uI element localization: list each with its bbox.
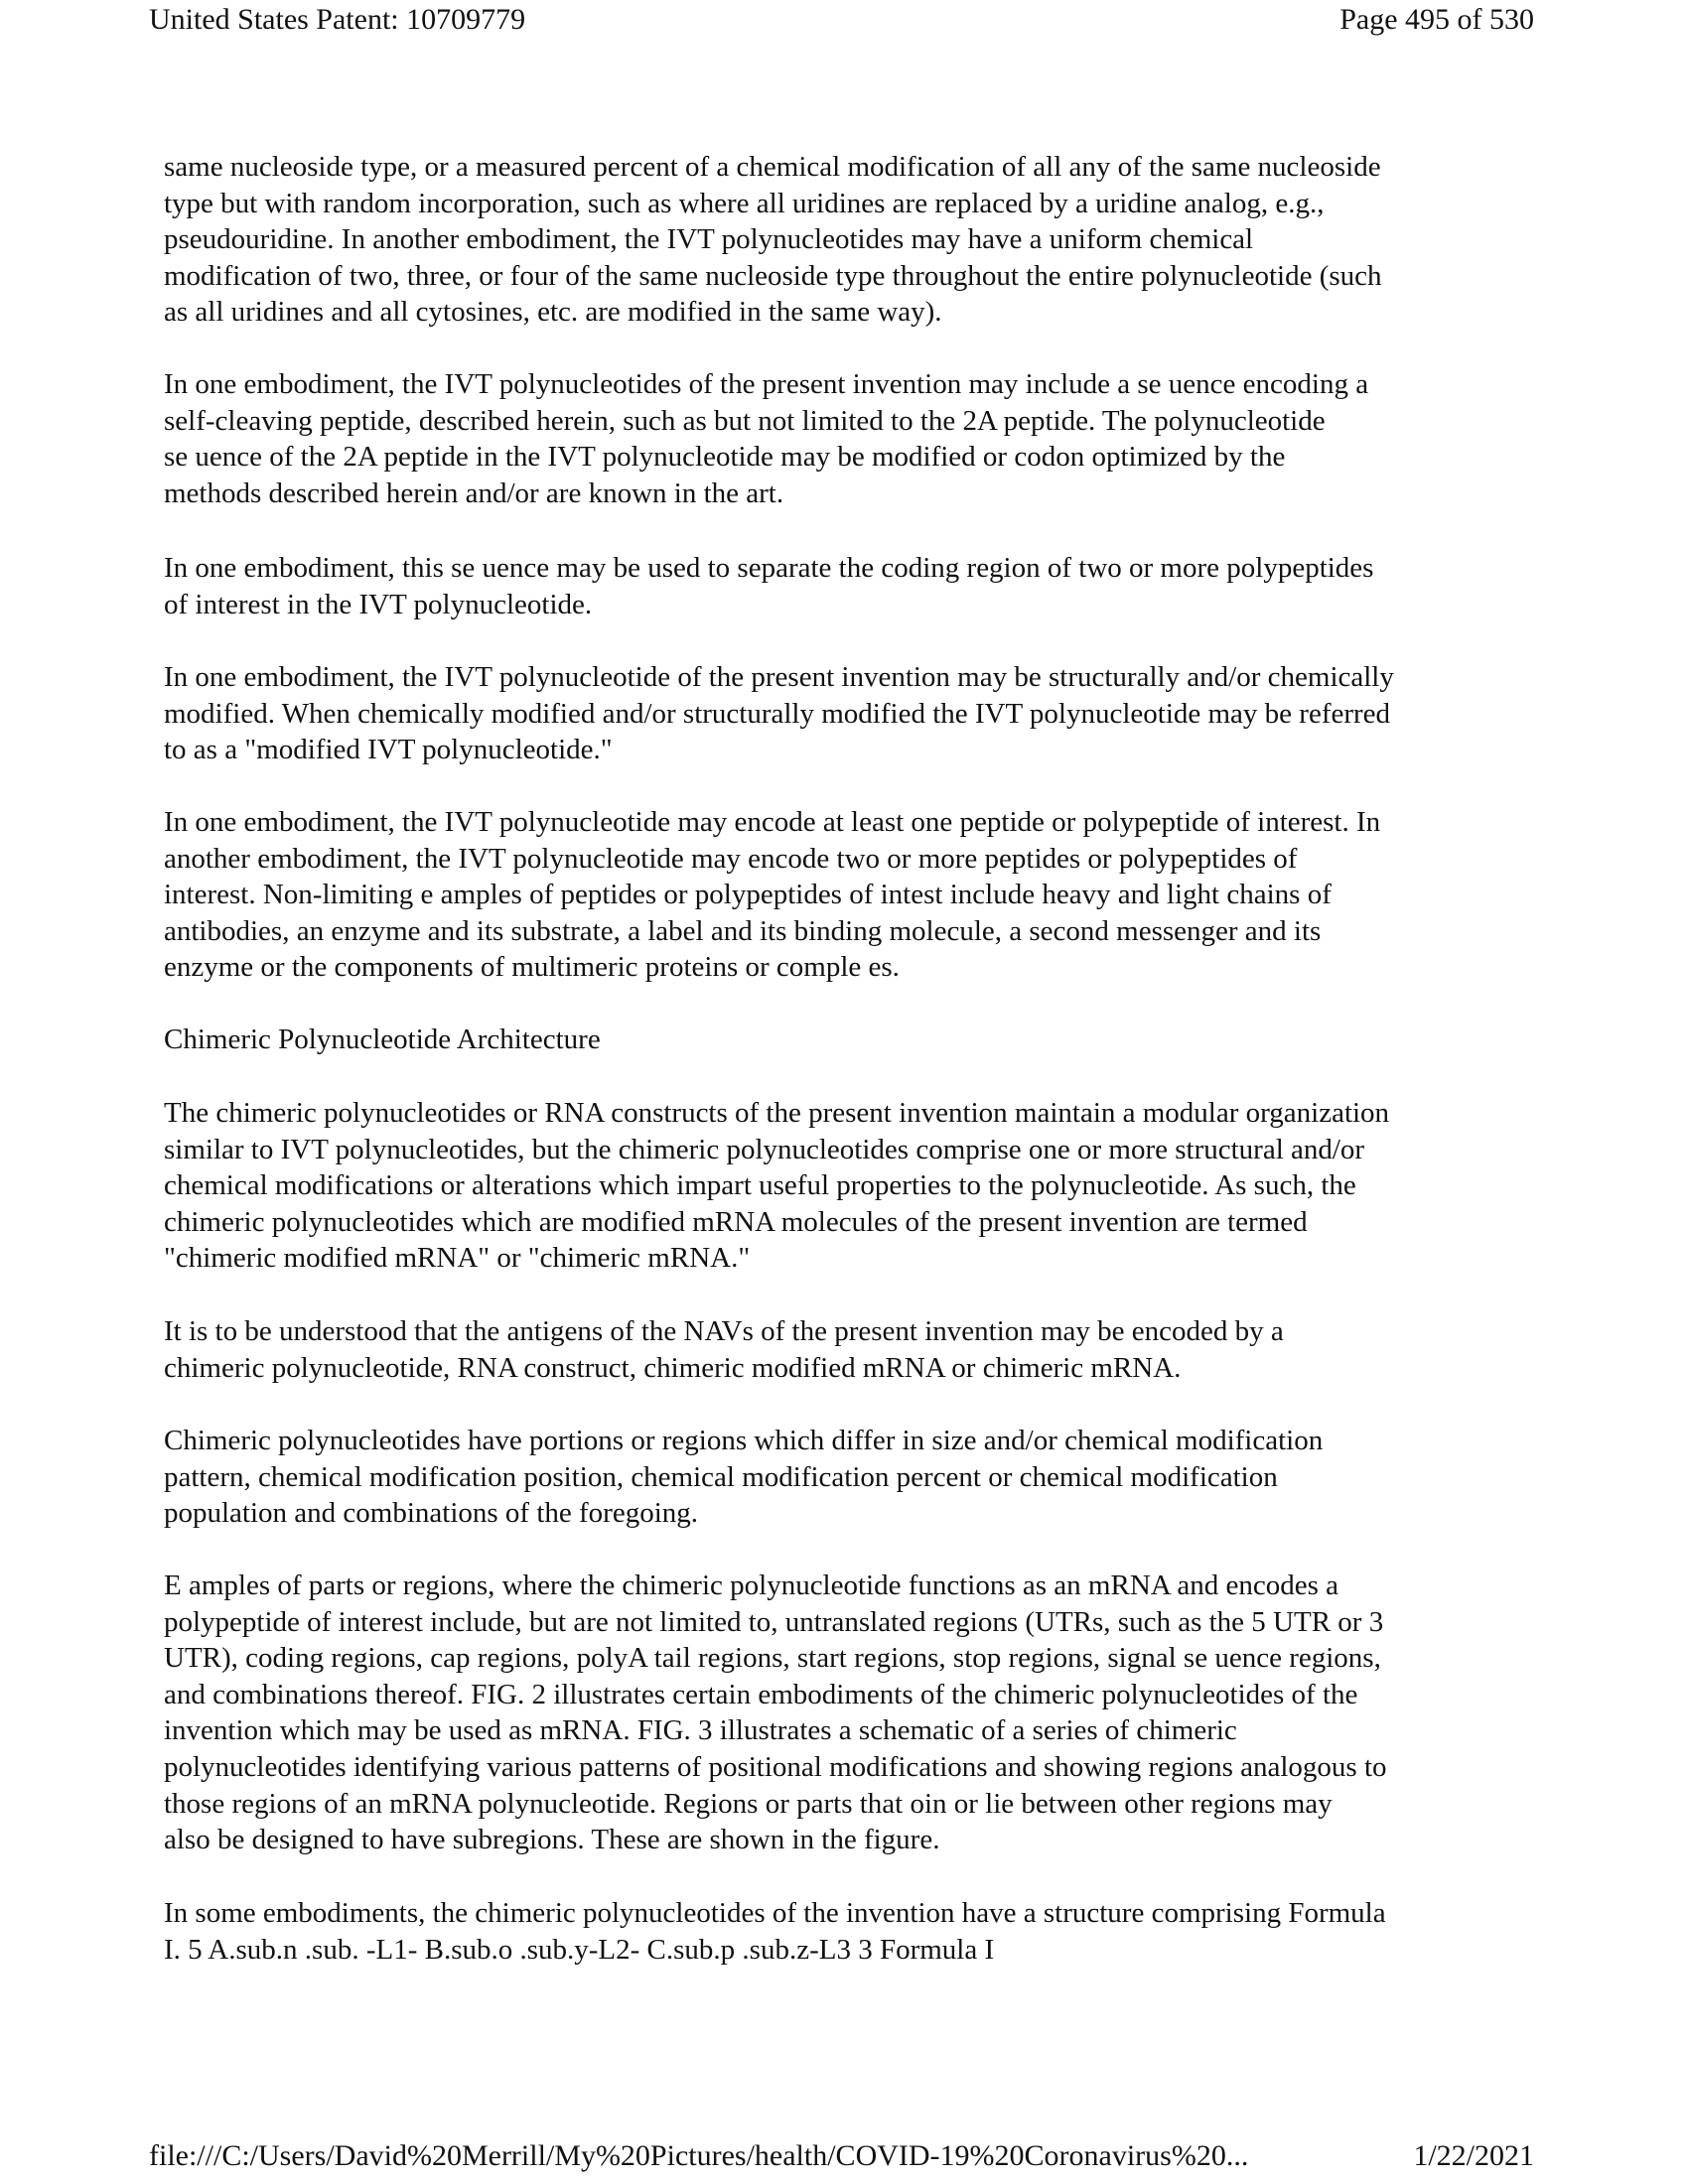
text-line: and combinations thereof. FIG. 2 illustrates certain embodiments of the chimeric polynucleotides of the (164, 1678, 1358, 1710)
header-title: United States Patent: 10709779 (149, 3, 526, 36)
text-line: chemical modifications or alterations which impart useful properties to the polynucleotide. As such, the (164, 1169, 1356, 1202)
paragraph (164, 1095, 1554, 1277)
text-line: population and combinations of the foregoing. (164, 1497, 699, 1530)
text-line: enzyme or the components of multimeric proteins or comple es. (164, 951, 900, 984)
text-line: as all uridines and all cytosines, etc. are modified in the same way). (164, 296, 942, 329)
paragraph (164, 659, 1554, 768)
text-line: same nucleoside type, or a measured percent of a chemical modification of all any of the same nucleoside (164, 151, 1381, 183)
text-line: E amples of parts or regions, where the chimeric polynucleotide functions as an mRNA and encodes a (164, 1570, 1339, 1601)
text-line: to as a "modified IVT polynucleotide." (164, 734, 613, 766)
text-line: polypeptide of interest include, but are not limited to, untranslated regions (UTRs, such as the 5 UTR or 3 (164, 1605, 1384, 1638)
text-line: pattern, chemical modification position, chemical modification percent or chemical modification (164, 1460, 1278, 1493)
paragraph (164, 1568, 1554, 1858)
text-line: antibodies, an enzyme and its substrate, a label and its binding molecule, a second messenger and its (164, 914, 1322, 947)
text-line: UTR), coding regions, cap regions, polyA tail regions, start regions, stop regions, signal se uence regions, (164, 1642, 1381, 1675)
text-line: invention which may be used as mRNA. FIG. 3 illustrates a schematic of a series of chimeric (164, 1714, 1237, 1747)
text-line: those regions of an mRNA polynucleotide. Regions or parts that oin or lie between other regions may (164, 1787, 1333, 1820)
text-line: methods described herein and/or are known in the art. (164, 477, 784, 509)
paragraph (164, 366, 1554, 511)
paragraph (164, 1895, 1554, 1968)
paragraph (164, 804, 1554, 986)
footer-file-path: file:///C:/Users/David%20Merrill/My%20Pictures/health/COVID-19%20Coronavirus%20... (149, 2139, 1249, 2172)
text-line: self-cleaving peptide, described herein, such as but not limited to the 2A peptide. The polynucleotide (164, 404, 1326, 437)
text-line: similar to IVT polynucleotides, but the chimeric polynucleotides comprise one or more structural and/or (164, 1133, 1365, 1165)
footer-date: 1/22/2021 (1413, 2139, 1534, 2172)
text-line: type but with random incorporation, such as where all uridines are replaced by a uridine analog, e.g., (164, 187, 1325, 219)
text-line: It is to be understood that the antigens of the NAVs of the present invention may be encoded by a (164, 1315, 1284, 1347)
text-line: of interest in the IVT polynucleotide. (164, 588, 593, 620)
text-line: se uence of the 2A peptide in the IVT polynucleotide may be modified or codon optimized by the (164, 441, 1286, 474)
paragraph (164, 1423, 1554, 1532)
text-line: In some embodiments, the chimeric polynucleotides of the invention have a structure comprising Formula (164, 1897, 1386, 1929)
text-line: polynucleotides identifying various patterns of positional modifications and showing regions analogous to (164, 1750, 1387, 1783)
paragraph (164, 1313, 1554, 1386)
text-line: Chimeric polynucleotides have portions or regions which differ in size and/or chemical modification (164, 1425, 1324, 1456)
text-line: chimeric polynucleotides which are modified mRNA molecules of the present invention are termed (164, 1205, 1308, 1238)
text-line: In one embodiment, the IVT polynucleotide of the present invention may be structurally and/or chemically (164, 661, 1394, 693)
paragraph (164, 149, 1554, 331)
text-line: chimeric polynucleotide, RNA construct, chimeric modified mRNA or chimeric mRNA. (164, 1351, 1182, 1384)
text-line: modified. When chemically modified and/or structurally modified the IVT polynucleotide may be referred (164, 697, 1391, 730)
text-line: In one embodiment, the IVT polynucleotide may encode at least one peptide or polypeptide of interest. In (164, 806, 1381, 838)
text-line: In one embodiment, this se uence may be used to separate the coding region of two or more polypeptides (164, 552, 1374, 584)
paragraph (164, 550, 1554, 622)
text-line: I. 5 A.sub.n .sub. -L1- B.sub.o .sub.y-L2- C.sub.p .sub.z-L3 3 Formula I (164, 1933, 995, 1966)
text-line: The chimeric polynucleotides or RNA constructs of the present invention maintain a modular organization (164, 1097, 1390, 1129)
text-line: "chimeric modified mRNA" or "chimeric mRNA." (164, 1242, 751, 1275)
text-line: Chimeric Polynucleotide Architecture (164, 1024, 601, 1055)
section-heading (164, 1022, 1554, 1058)
text-line: modification of two, three, or four of the same nucleoside type throughout the entire polynucleotide (such (164, 259, 1382, 292)
page-number: Page 495 of 530 (1339, 3, 1534, 36)
text-line: also be designed to have subregions. These are shown in the figure. (164, 1824, 940, 1856)
text-line: In one embodiment, the IVT polynucleotides of the present invention may include a se uence encoding a (164, 368, 1369, 400)
text-line: pseudouridine. In another embodiment, the IVT polynucleotides may have a uniform chemical (164, 223, 1254, 256)
text-line: another embodiment, the IVT polynucleotide may encode two or more peptides or polypeptides of (164, 842, 1298, 875)
text-line: interest. Non-limiting e amples of peptides or polypeptides of intest include heavy and light chains of (164, 879, 1332, 911)
